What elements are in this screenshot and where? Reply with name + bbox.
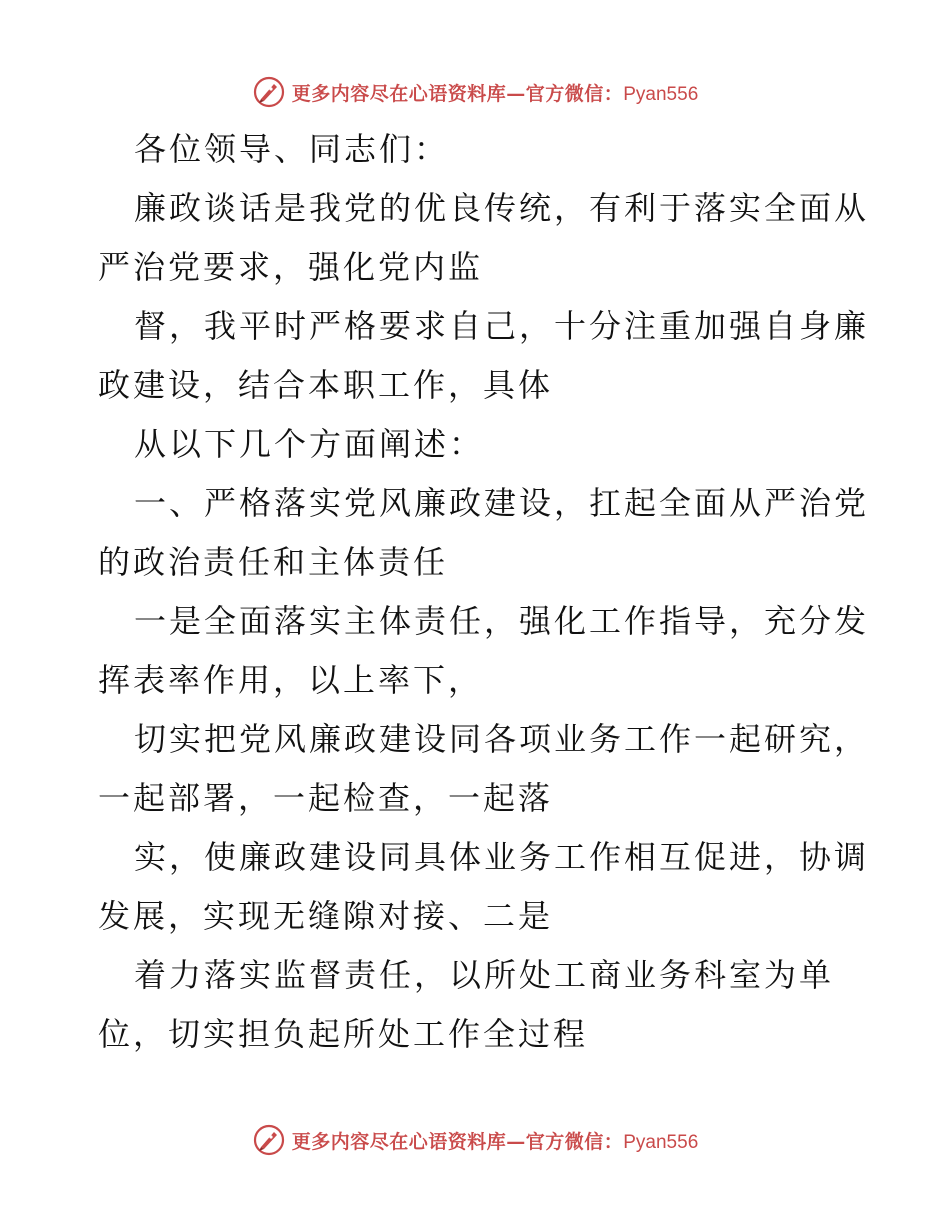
pen-nib-logo-icon bbox=[252, 1123, 286, 1157]
header-banner-text bbox=[292, 79, 699, 106]
footer-dash: — bbox=[506, 1130, 526, 1153]
paragraph-line: 一、严格落实党风廉政建设，扛起全面从严治党 bbox=[134, 484, 870, 522]
paragraph-line: 从以下几个方面阐述： bbox=[134, 425, 485, 463]
paragraph-line: 挥表率作用，以上率下， bbox=[98, 661, 484, 699]
paragraph-line: 位，切实担负起所处工作全过程 bbox=[98, 1015, 589, 1053]
paragraph-line: 一起部署，一起检查，一起落 bbox=[98, 779, 554, 817]
document-body bbox=[98, 120, 870, 1064]
paragraph-line: 切实把党风廉政建设同各项业务工作一起研究， bbox=[134, 720, 870, 758]
paragraph-line: 的政治责任和主体责任 bbox=[98, 543, 449, 581]
paragraph-line: 严治党要求，强化党内监 bbox=[98, 248, 484, 286]
paragraph-line: 各位领导、同志们： bbox=[134, 130, 450, 168]
pen-nib-logo-icon bbox=[252, 75, 286, 109]
paragraph-line: 督，我平时严格要求自己，十分注重加强自身廉 bbox=[134, 307, 870, 345]
header-wechat-label: 官方微信： bbox=[525, 82, 624, 105]
paragraph-line: 发展，实现无缝隙对接、二是 bbox=[98, 897, 554, 935]
footer-banner-text bbox=[292, 1127, 699, 1154]
paragraph-line: 着力落实监督责任，以所处工商业务科室为单 bbox=[134, 956, 835, 994]
header-banner bbox=[0, 72, 950, 112]
paragraph-line: 实，使廉政建设同具体业务工作相互促进，协调 bbox=[134, 838, 870, 876]
footer-banner bbox=[0, 1120, 950, 1160]
footer-site-text: 更多内容尽在心语资料库 bbox=[291, 1130, 507, 1153]
header-dash: — bbox=[506, 82, 526, 105]
header-wechat-id: Pyan556 bbox=[623, 83, 699, 105]
paragraph-line: 一是全面落实主体责任，强化工作指导，充分发 bbox=[134, 602, 870, 640]
footer-wechat-id: Pyan556 bbox=[623, 1131, 699, 1153]
header-site-text: 更多内容尽在心语资料库 bbox=[291, 82, 507, 105]
paragraph-line: 廉政谈话是我党的优良传统，有利于落实全面从 bbox=[134, 189, 870, 227]
paragraph-line: 政建设，结合本职工作，具体 bbox=[98, 366, 554, 404]
footer-wechat-label: 官方微信： bbox=[525, 1130, 624, 1153]
